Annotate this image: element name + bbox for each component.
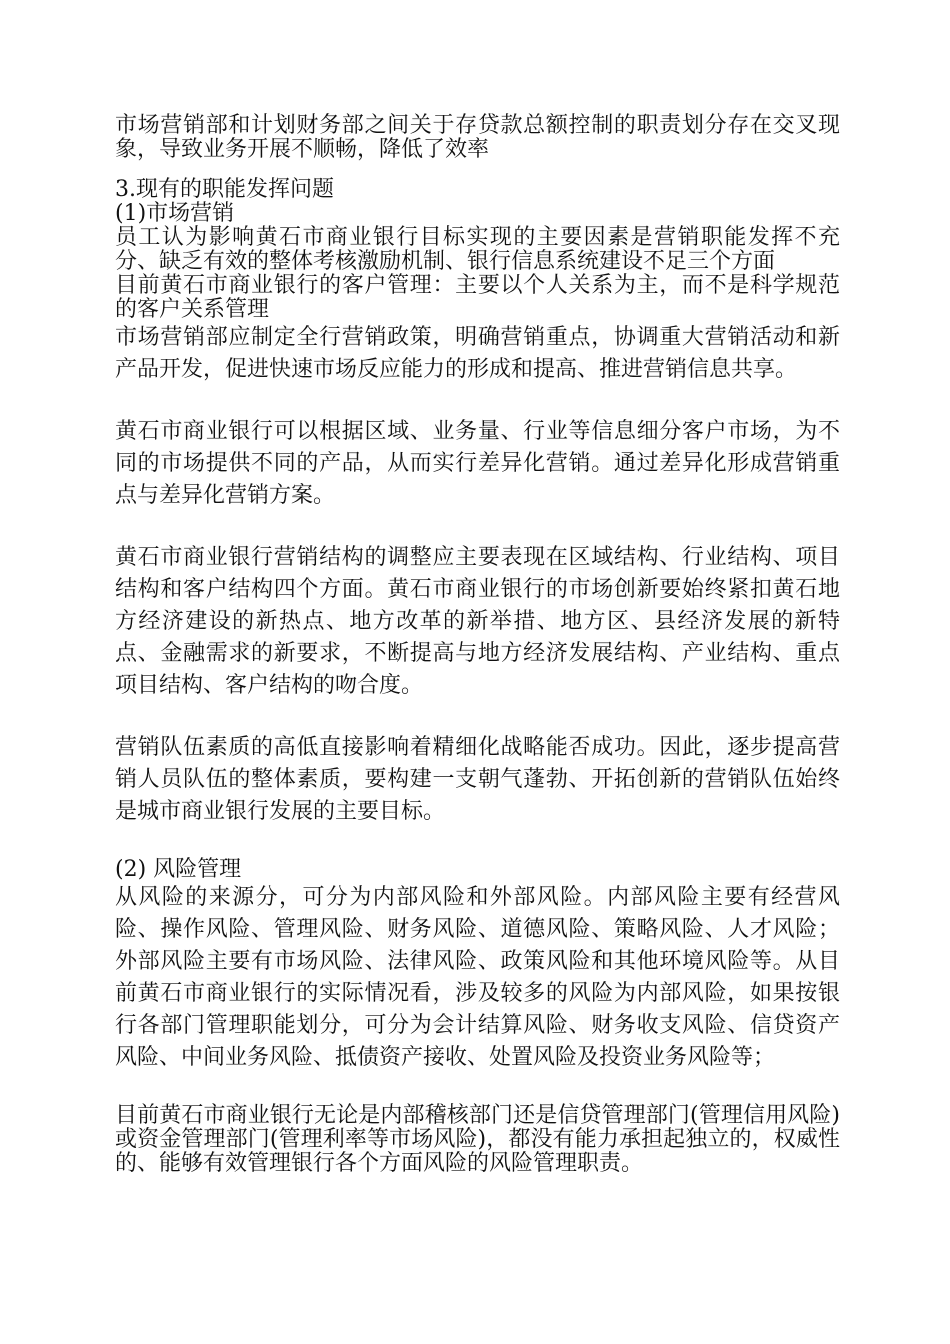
paragraph-customer-management: 目前黄石市商业银行的客户管理：主要以个人关系为主，而不是科学规范的客户关系管理 [115, 273, 840, 322]
paragraph-employee-view: 员工认为影响黄石市商业银行目标实现的主要因素是营销职能发挥不充分、缺乏有效的整体考核激励机制、银行信息系统建设不足三个方面 [115, 225, 840, 274]
paragraph-marketing-policy: 市场营销部应制定全行营销政策，明确营销重点，协调重大营销活动和新产品开发，促进快速市场反应能力的形成和提高、推进营销信息共享。 [115, 325, 840, 382]
spacer [115, 512, 840, 542]
paragraph-responsibility-overlap: 市场营销部和计划财务部之间关于存贷款总额控制的职责划分存在交叉现象，导致业务开展不顺畅，降低了效率 [115, 113, 840, 162]
paragraph-marketing-structure: 黄石市商业银行营销结构的调整应主要表现在区域结构、行业结构、项目结构和客户结构四个方面。黄石市商业银行的市场创新要始终紧扣黄石地方经济建设的新热点、地方改革的新举措、地方区、县经济发展的新特点、金融需求的新要求，不断提高与地方经济发展结构、产业结构、重点项目结构、客户结构的吻合度。 [115, 545, 840, 698]
spacer [115, 1074, 840, 1104]
paragraph-risk-sources: 从风险的来源分，可分为内部风险和外部风险。内部风险主要有经营风险、操作风险、管理风险、财务风险、道德风险、策略风险、人才风险；外部风险主要有市场风险、法律风险、政策风险和其他环境风险等。从目前黄石市商业银行的实际情况看，涉及较多的风险为内部风险，如果按银行各部门管理职能划分，可分为会计结算风险、财务收支风险、信贷资产风险、中间业务风险、抵债资产接收、处置风险及投资业务风险等； [115, 885, 840, 1070]
spacer [115, 386, 840, 416]
paragraph-risk-management-capability: 目前黄石市商业银行无论是内部稽核部门还是信贷管理部门(管理信用风险)或资金管理部门(管理利率等市场风险)，都没有能力承担起独立的，权威性的、能够有效管理银行各个方面风险的风险管理职责。 [115, 1103, 840, 1176]
spacer [115, 162, 840, 178]
paragraph-market-segmentation: 黄石市商业银行可以根据区域、业务量、行业等信息细分客户市场，为不同的市场提供不同的产品，从而实行差异化营销。通过差异化形成营销重点与差异化营销方案。 [115, 419, 840, 508]
spacer [115, 828, 840, 858]
document-body [115, 114, 840, 1176]
paragraph-marketing-team: 营销队伍素质的高低直接影响着精细化战略能否成功。因此，逐步提高营销人员队伍的整体素质，要构建一支朝气蓬勃、开拓创新的营销队伍始终是城市商业银行发展的主要目标。 [115, 735, 840, 824]
spacer [115, 702, 840, 732]
subheading-marketing: (1)市场营销 [115, 201, 235, 226]
subheading-risk-management: (2) 风险管理 [115, 857, 242, 882]
section-heading-function-issues: 3.现有的职能发挥问题 [115, 177, 334, 202]
